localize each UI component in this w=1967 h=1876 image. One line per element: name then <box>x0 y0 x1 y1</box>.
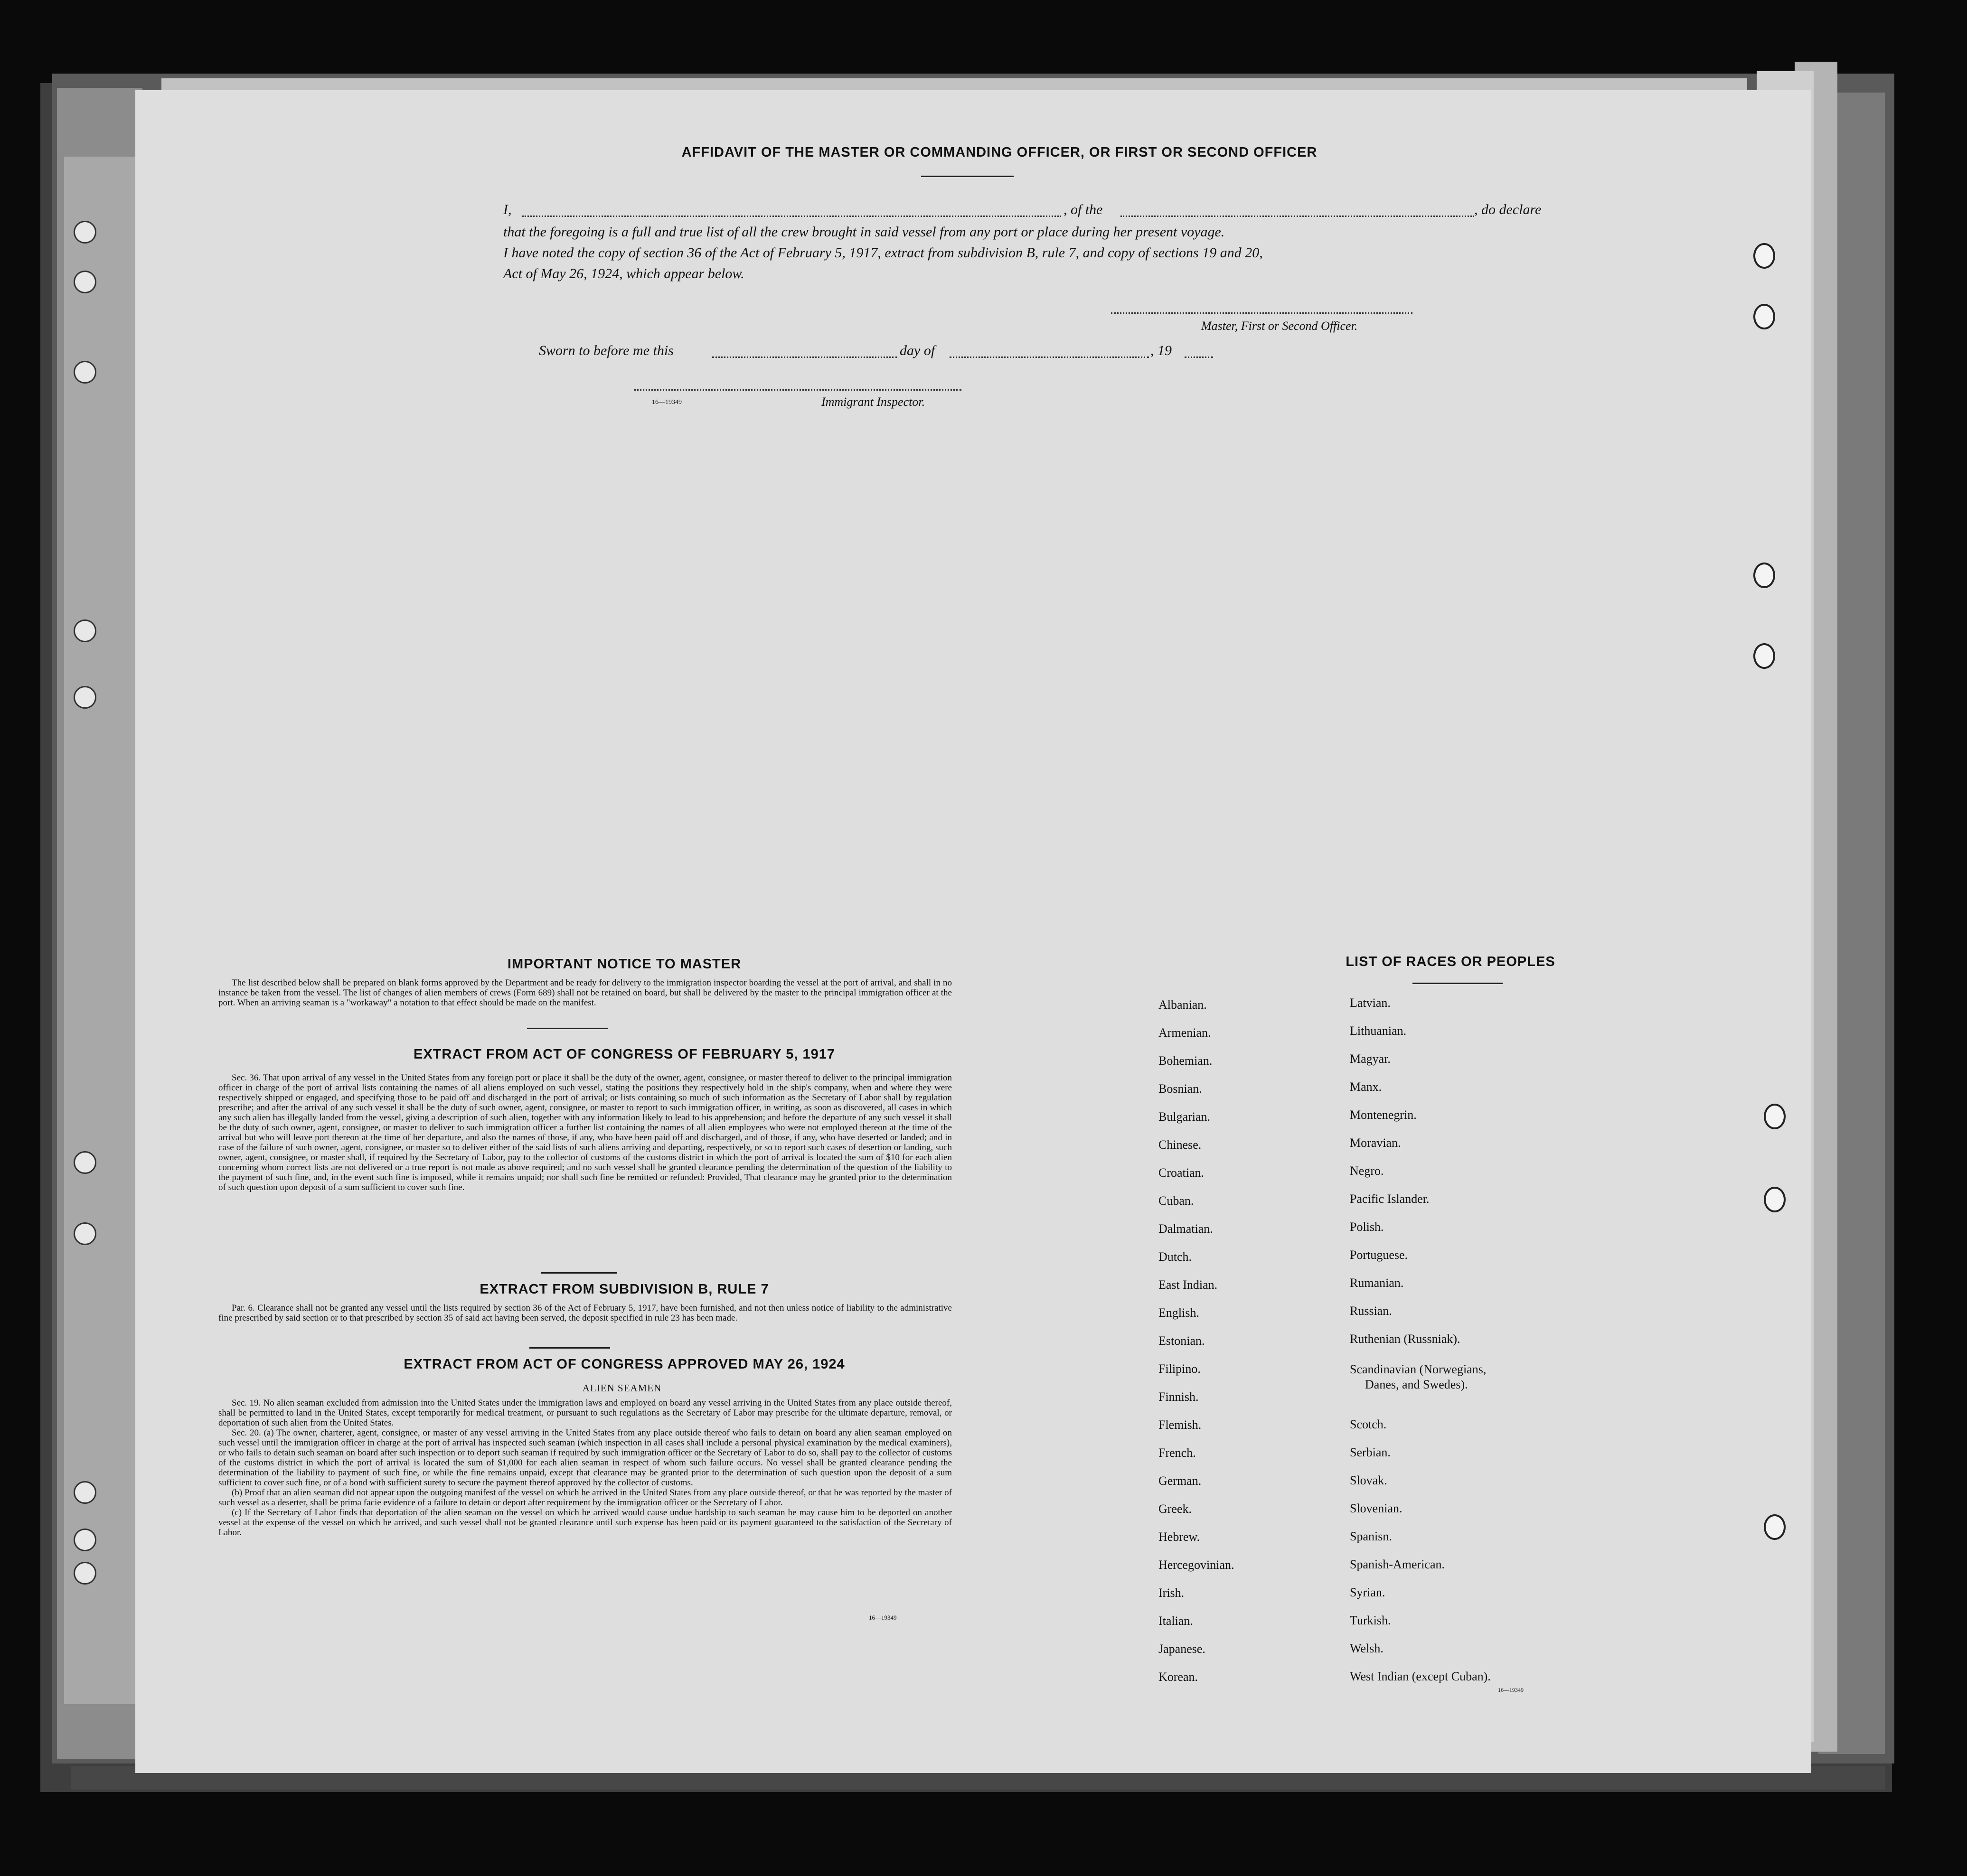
race-item: Filipino. <box>1158 1362 1201 1376</box>
race-item: Serbian. <box>1350 1445 1391 1459</box>
race-item: Slovenian. <box>1350 1501 1402 1515</box>
extract-1924-title: EXTRACT FROM ACT OF CONGRESS APPROVED MAY 26, 1924 <box>404 1357 845 1372</box>
race-item: Croatian. <box>1158 1166 1205 1180</box>
rule-7-title: EXTRACT FROM SUBDIVISION B, RULE 7 <box>480 1282 769 1297</box>
form-number: 16—19349 <box>1498 1687 1524 1693</box>
punch-hole <box>1764 1187 1786 1212</box>
punch-hole <box>1764 1104 1786 1129</box>
affidavit-line-4: Act of May 26, 1924, which appear below. <box>503 266 744 281</box>
race-item: Turkish. <box>1350 1613 1391 1627</box>
punch-hole <box>74 361 96 384</box>
race-item: Ruthenian (Russniak). <box>1350 1332 1460 1346</box>
punch-hole <box>74 1529 96 1551</box>
race-item: Scandinavian (Norwegians, <box>1350 1362 1487 1376</box>
punch-hole <box>1753 304 1775 329</box>
race-item: Armenian. <box>1158 1026 1211 1040</box>
affidavit-line-3: I have noted the copy of section 36 of the Act of February 5, 1917, extract from subdivision B, rule 7, and copy of sections 19 and 20, <box>503 245 1263 261</box>
race-item: Dutch. <box>1158 1250 1192 1264</box>
race-item: Finnish. <box>1158 1390 1199 1404</box>
alien-seamen-subtitle: ALIEN SEAMEN <box>582 1382 662 1394</box>
day-of-label: day of <box>900 343 935 358</box>
race-item: Japanese. <box>1158 1642 1205 1656</box>
divider <box>527 1028 608 1029</box>
divider <box>921 176 1014 177</box>
race-item: Hercegovinian. <box>1158 1558 1234 1572</box>
sec-19-text: Sec. 19. No alien seaman excluded from admission into the United States under the immigration laws and employed on board any vessel arriving in the United States from any place outside thereof, shall be permitted to land in the United States, except temporarily for medical treatment, or pursuant to such regulations as the Secretary of Labor may prescribe for the ultimate departure, removal, or deportation of such alien from the United States. <box>218 1398 952 1428</box>
of-the-label: , of the <box>1063 202 1103 217</box>
month-blank[interactable] <box>950 345 1149 358</box>
race-item: Bulgarian. <box>1158 1110 1211 1124</box>
punch-hole <box>74 271 96 293</box>
signature-line[interactable] <box>1111 304 1412 314</box>
race-item: French. <box>1158 1446 1196 1460</box>
race-item: Cuban. <box>1158 1194 1194 1208</box>
race-item: Negro. <box>1350 1164 1384 1178</box>
race-item: Magyar. <box>1350 1052 1391 1066</box>
notice-body <box>218 978 952 1008</box>
day-blank[interactable] <box>712 345 897 358</box>
punch-hole <box>74 686 96 709</box>
inspector-label: Immigrant Inspector. <box>821 395 925 409</box>
race-item: Moravian. <box>1350 1136 1401 1150</box>
race-item: Russian. <box>1350 1304 1392 1318</box>
race-item: Chinese. <box>1158 1138 1202 1152</box>
rule-7-body <box>218 1303 952 1323</box>
race-item: Dalmatian. <box>1158 1222 1213 1236</box>
race-item: West Indian (except Cuban). <box>1350 1670 1491 1683</box>
race-item: Lithuanian. <box>1350 1024 1407 1038</box>
punch-hole <box>74 1222 96 1245</box>
race-item: Slovak. <box>1350 1473 1387 1487</box>
race-item: Scotch. <box>1350 1417 1387 1431</box>
sec-36-text: Sec. 36. That upon arrival of any vessel in the United States from any foreign port or place it shall be the duty of the owner, agent, consignee, or master thereof to deliver to the principal immigration officer in charge of the port of arrival lists containing the names of all aliens employed on such vessel, stating the positions they respectively hold in the ship's company, when and where they were respectively shipped or engaged, and specifying those to be paid off and discharged in the port of arrival; or lists containing so much of such information as the Secretary of Labor shall by regulation prescribe; and after the arrival of any such vessel it shall be the duty of such owner, agent, consignee, or master to report to such immigration officer, in writing, as soon as discovered, all cases in which any such alien has illegally landed from the vessel, giving a description of such alien, together with any information likely to lead to his apprehension; and before the departure of any such vessel it shall be the duty of such owner, agent, consignee, or master to deliver to such immigration officer a further list containing the names of all alien employees who were not employed thereon at the time of the arrival but who will leave port thereon at the time of her departure, and also the names of those, if any, who have been paid off and discharged, and of those, if any, who have deserted or landed; and in case of the failure of such owner, agent, consignee, or master so to deliver either of the said lists of such aliens arriving and departing, respectively, or so to report such cases of desertion or landing, such owner, agent, consignee, or master shall, if required by the Secretary of Labor, pay to the collector of customs of the customs district in which the port of arrival is located the sum of $10 for each alien concerning whom correct lists are not delivered or a true report is not made as above required; and no such vessel shall be granted clearance pending the determination of the question of the liability to the payment of such fine, and, in the event such fine is imposed, while it remains unpaid; nor shall such fine be remitted or refunded: Provided, That clearance may be granted prior to the determination of such question upon deposit of a sum sufficient to cover such fine. <box>218 1073 952 1192</box>
notice-text: The list described below shall be prepared on blank forms approved by the Department and be ready for delivery to the immigration inspector boarding the vessel at the port of arrival, and shall in no instance be taken from the vessel. The list of changes of alien members of crews (Form 689) shall not be retained on board, but shall be delivered by the master to the principal immigration officer at the port. When an arriving seaman is a "workaway" a notation to that effect should be made on the manifest. <box>218 978 952 1008</box>
race-item: Rumanian. <box>1350 1276 1404 1290</box>
race-item: Hebrew. <box>1158 1530 1200 1544</box>
extract-1924-body <box>218 1398 952 1538</box>
form-number: 16—19349 <box>869 1614 897 1621</box>
affidavit-line-2: that the foregoing is a full and true list of all the crew brought in said vessel from any port or place during her present voyage. <box>503 224 1225 240</box>
form-number: 16—19349 <box>652 399 682 406</box>
punch-hole <box>74 221 96 244</box>
divider <box>541 1272 617 1274</box>
race-item: Welsh. <box>1350 1642 1383 1655</box>
race-item: English. <box>1158 1306 1199 1320</box>
race-item: Spanisn. <box>1350 1529 1392 1543</box>
race-item: Estonian. <box>1158 1334 1205 1348</box>
sec-20a-text: Sec. 20. (a) The owner, charterer, agent, consignee, or master of any vessel arriving in the United States from any place outside thereof who fails to detain on board any alien seaman employed on such vessel until the immigration officer in charge at the port of arrival has inspected such seaman (which inspection in all cases shall include a personal physical examination by the medical examiners), or who fails to detain such seaman on board after such inspection or to deport such seaman if required by such immigration officer or the Secretary of Labor to do so, shall pay to the collector of customs of the customs district in which the port of arrival is located the sum of $1,000 for each alien seaman in respect of whom such failure occurs. No vessel shall be granted clearance pending the determination of the liability to payment of such fine, or while the fine remains unpaid, except that clearance may be granted prior to the determination of such question upon the deposit of a sum sufficient to cover such fine, or of a bond with sufficient surety to secure the payment thereof approved by the collector of customs. <box>218 1428 952 1488</box>
races-title: LIST OF RACES OR PEOPLES <box>1346 954 1555 969</box>
race-item: Flemish. <box>1158 1418 1202 1432</box>
do-declare-label: , do declare <box>1474 202 1542 217</box>
race-item: East Indian. <box>1158 1278 1218 1292</box>
affidavit-i-label: I, <box>503 202 512 217</box>
vessel-blank[interactable] <box>1120 204 1474 217</box>
inspector-signature-line[interactable] <box>634 381 961 391</box>
race-item: Danes, and Swedes). <box>1365 1378 1468 1391</box>
sec-20c-text: (c) If the Secretary of Labor finds that deportation of the alien seaman on the vessel on which he arrived would cause undue hardship to such seaman he may cause him to be deported on another vessel at the expense of the vessel on which he arrived, and such vessel shall not be granted clearance until such expense has been paid or its payment guaranteed to the satisfaction of the Secretary of Labor. <box>218 1508 952 1538</box>
divider <box>1412 983 1503 984</box>
punch-hole <box>74 1151 96 1174</box>
race-item: Syrian. <box>1350 1585 1385 1599</box>
race-item: Latvian. <box>1350 996 1391 1010</box>
punch-hole <box>74 1562 96 1585</box>
notice-title: IMPORTANT NOTICE TO MASTER <box>507 957 742 972</box>
race-item: Italian. <box>1158 1614 1193 1628</box>
name-blank[interactable] <box>522 204 1061 217</box>
divider <box>529 1347 610 1349</box>
race-item: German. <box>1158 1474 1202 1488</box>
race-item: Polish. <box>1350 1220 1384 1234</box>
race-item: Montenegrin. <box>1350 1108 1417 1122</box>
punch-hole <box>74 1481 96 1504</box>
race-item: Korean. <box>1158 1670 1198 1684</box>
race-item: Spanish-American. <box>1350 1557 1445 1571</box>
race-item: Portuguese. <box>1350 1248 1408 1262</box>
punch-hole <box>1764 1514 1786 1540</box>
race-item: Bohemian. <box>1158 1054 1213 1068</box>
punch-hole <box>1753 563 1775 588</box>
sec-20b-text: (b) Proof that an alien seaman did not appear upon the outgoing manifest of the vessel on which he arrived in the United States from any place outside thereof, or that he was reported by the master of such vessel as a deserter, shall be prima facie evidence of a failure to detain or deport after requirement by the immigration officer or the Secretary of Labor. <box>218 1488 952 1508</box>
signature-label: Master, First or Second Officer. <box>1201 319 1358 333</box>
race-item: Albanian. <box>1158 998 1207 1012</box>
extract-1917-body <box>218 1073 952 1192</box>
race-item: Pacific Islander. <box>1350 1192 1430 1206</box>
year-label: , 19 <box>1150 343 1172 358</box>
punch-hole <box>1753 243 1775 269</box>
affidavit-title: AFFIDAVIT OF THE MASTER OR COMMANDING OFFICER, OR FIRST OR SECOND OFFICER <box>681 145 1318 160</box>
extract-1917-title: EXTRACT FROM ACT OF CONGRESS OF FEBRUARY 5, 1917 <box>413 1047 836 1062</box>
par-6-text: Par. 6. Clearance shall not be granted any vessel until the lists required by section 36 of the Act of February 5, 1917, have been furnished, and not then unless notice of liability to the administrative fine prescribed by said section or to that prescribed by section 35 of said act having been served, the deposit specified in rule 23 has been made. <box>218 1303 952 1323</box>
punch-hole <box>74 619 96 642</box>
race-item: Bosnian. <box>1158 1082 1202 1096</box>
sworn-label: Sworn to before me this <box>539 343 674 358</box>
punch-hole <box>1753 643 1775 669</box>
race-item: Greek. <box>1158 1502 1192 1516</box>
year-blank[interactable] <box>1185 345 1213 358</box>
race-item: Manx. <box>1350 1080 1382 1094</box>
race-item: Irish. <box>1158 1586 1185 1600</box>
crew-list-page <box>135 90 1811 1773</box>
